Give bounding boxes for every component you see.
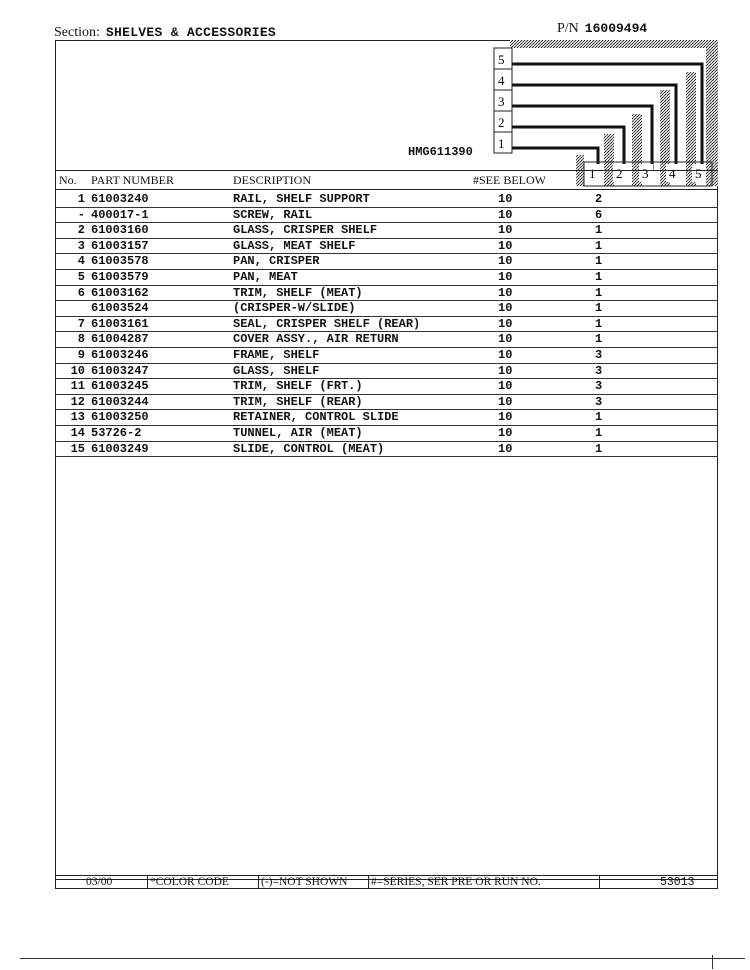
table-row [55, 379, 718, 395]
quantity: 1 [595, 254, 603, 269]
quantity: 1 [595, 238, 603, 253]
part-description: (CRISPER-W/SLIDE) [233, 301, 356, 316]
item-number: - [77, 207, 85, 222]
quantity: 3 [595, 379, 603, 394]
see-below-code: 10 [498, 254, 513, 269]
header-part-number: PART NUMBER [91, 173, 174, 187]
series-label-3: 3 [498, 94, 505, 109]
quantity: 1 [595, 301, 603, 316]
see-below-code: 10 [498, 441, 513, 456]
see-below-code: 10 [498, 410, 513, 425]
quantity: 3 [595, 394, 603, 409]
footer-not-shown: (-)=NOT SHOWN [261, 876, 348, 888]
see-below-code: 10 [498, 379, 513, 394]
series-label-2: 2 [498, 115, 505, 130]
see-below-code: 10 [498, 363, 513, 378]
item-number: 3 [77, 238, 85, 253]
see-below-code: 10 [498, 192, 513, 206]
page-bottom-rule [20, 958, 745, 959]
item-number: 9 [77, 347, 85, 362]
part-number: 61003162 [91, 285, 149, 300]
see-below-code: 10 [498, 316, 513, 331]
part-number: 61003157 [91, 238, 149, 253]
part-description: PAN, CRISPER [233, 254, 320, 269]
footer-series: #=SERIES, SER PRE OR RUN NO. [371, 876, 541, 888]
section-heading [54, 25, 276, 41]
series-col-1: 1 [589, 166, 596, 181]
see-below-code: 10 [498, 207, 513, 222]
part-number: 61003245 [91, 379, 149, 394]
table-row [55, 410, 718, 426]
series-col-2: 2 [616, 166, 623, 181]
quantity: 2 [595, 192, 603, 206]
see-below-code: 10 [498, 394, 513, 409]
part-description: TRIM, SHELF (REAR) [233, 394, 363, 409]
table-row [55, 239, 718, 255]
table-row [55, 254, 718, 270]
series-col-5: 5 [695, 166, 702, 181]
section-value: SHELVES & ACCESSORIES [105, 25, 277, 40]
quantity: 3 [595, 363, 603, 378]
see-below-code: 10 [498, 238, 513, 253]
part-description: COVER ASSY., AIR RETURN [233, 332, 399, 347]
see-below-code: 10 [498, 269, 513, 284]
see-below-code: 10 [498, 301, 513, 316]
series-label-1: 1 [498, 136, 505, 151]
part-description: GLASS, MEAT SHELF [233, 238, 356, 253]
part-number: 61003524 [91, 301, 149, 316]
section-label: Section: [54, 25, 100, 40]
shade-top [510, 40, 710, 48]
series-col-4: 4 [669, 166, 676, 181]
part-description: TUNNEL, AIR (MEAT) [233, 425, 363, 440]
item-number: 15 [70, 441, 85, 456]
header-description: DESCRIPTION [233, 173, 312, 187]
item-number: 7 [77, 316, 85, 331]
table-row [55, 270, 718, 286]
footer-date: 03/00 [86, 876, 113, 888]
column-header-row [55, 170, 718, 190]
series-bracket-diagram [490, 38, 718, 188]
model-code: HMG611390 [408, 145, 473, 159]
part-number: 61003578 [91, 254, 149, 269]
quantity: 1 [595, 425, 603, 440]
part-description: SCREW, RAIL [233, 207, 313, 222]
part-description: TRIM, SHELF (MEAT) [233, 285, 363, 300]
series-label-5: 5 [498, 52, 505, 67]
table-row [55, 364, 718, 380]
part-number: 61003250 [91, 410, 149, 425]
table-row [55, 348, 718, 364]
see-below-code: 10 [498, 285, 513, 300]
table-row [55, 317, 718, 333]
header-no: No. [59, 173, 77, 187]
table-row [55, 192, 718, 208]
footer-bar [55, 875, 718, 889]
part-number: 61003247 [91, 363, 149, 378]
part-number: 61003160 [91, 223, 149, 238]
part-number: 400017-1 [91, 207, 149, 222]
table-row [55, 442, 718, 458]
part-number: 61003246 [91, 347, 149, 362]
part-number: 61003579 [91, 269, 149, 284]
item-number: 11 [70, 379, 85, 394]
quantity: 1 [595, 223, 603, 238]
part-description: GLASS, SHELF [233, 363, 320, 378]
header-see-below: #SEE BELOW [473, 173, 546, 187]
part-description: SLIDE, CONTROL (MEAT) [233, 441, 385, 456]
pn-label: P/N [557, 21, 579, 36]
part-description: GLASS, CRISPER SHELF [233, 223, 378, 238]
item-number: 10 [70, 363, 85, 378]
part-number: 61003249 [91, 441, 149, 456]
table-row [55, 223, 718, 239]
item-number: 2 [77, 223, 85, 238]
part-number-heading [557, 21, 647, 37]
item-number: 5 [77, 269, 85, 284]
footer-page-code: 53013 [660, 876, 695, 889]
quantity: 3 [595, 347, 603, 362]
table-row [55, 208, 718, 224]
table-row [55, 395, 718, 411]
quantity: 1 [595, 332, 603, 347]
item-number: 6 [77, 285, 85, 300]
page-bottom-tick [712, 955, 713, 969]
part-number: 61003244 [91, 394, 149, 409]
part-description: RETAINER, CONTROL SLIDE [233, 410, 399, 425]
quantity: 1 [595, 316, 603, 331]
item-number: 4 [77, 254, 85, 269]
table-row [55, 426, 718, 442]
item-number: 14 [70, 425, 85, 440]
see-below-code: 10 [498, 223, 513, 238]
table-row [55, 332, 718, 348]
series-label-4: 4 [498, 73, 505, 88]
item-number: 13 [70, 410, 85, 425]
part-description: FRAME, SHELF [233, 347, 320, 362]
part-description: RAIL, SHELF SUPPORT [233, 192, 370, 206]
part-number: 53726-2 [91, 425, 142, 440]
part-number: 61003161 [91, 316, 149, 331]
see-below-code: 10 [498, 332, 513, 347]
quantity: 1 [595, 410, 603, 425]
see-below-code: 10 [498, 347, 513, 362]
part-number: 61004287 [91, 332, 149, 347]
item-number: 8 [77, 332, 85, 347]
item-number: 1 [77, 192, 85, 206]
part-number: 61003240 [91, 192, 149, 206]
quantity: 1 [595, 285, 603, 300]
part-description: TRIM, SHELF (FRT.) [233, 379, 363, 394]
parts-table [55, 192, 718, 457]
table-row [55, 301, 718, 317]
see-below-code: 10 [498, 425, 513, 440]
quantity: 1 [595, 441, 603, 456]
part-description: SEAL, CRISPER SHELF (REAR) [233, 316, 421, 331]
table-row [55, 286, 718, 302]
quantity: 6 [595, 207, 603, 222]
part-description: PAN, MEAT [233, 269, 298, 284]
quantity: 1 [595, 269, 603, 284]
item-number: 12 [70, 394, 85, 409]
footer-color-code: *COLOR CODE [150, 876, 229, 888]
series-col-3: 3 [642, 166, 649, 181]
pn-value: 16009494 [584, 21, 648, 36]
